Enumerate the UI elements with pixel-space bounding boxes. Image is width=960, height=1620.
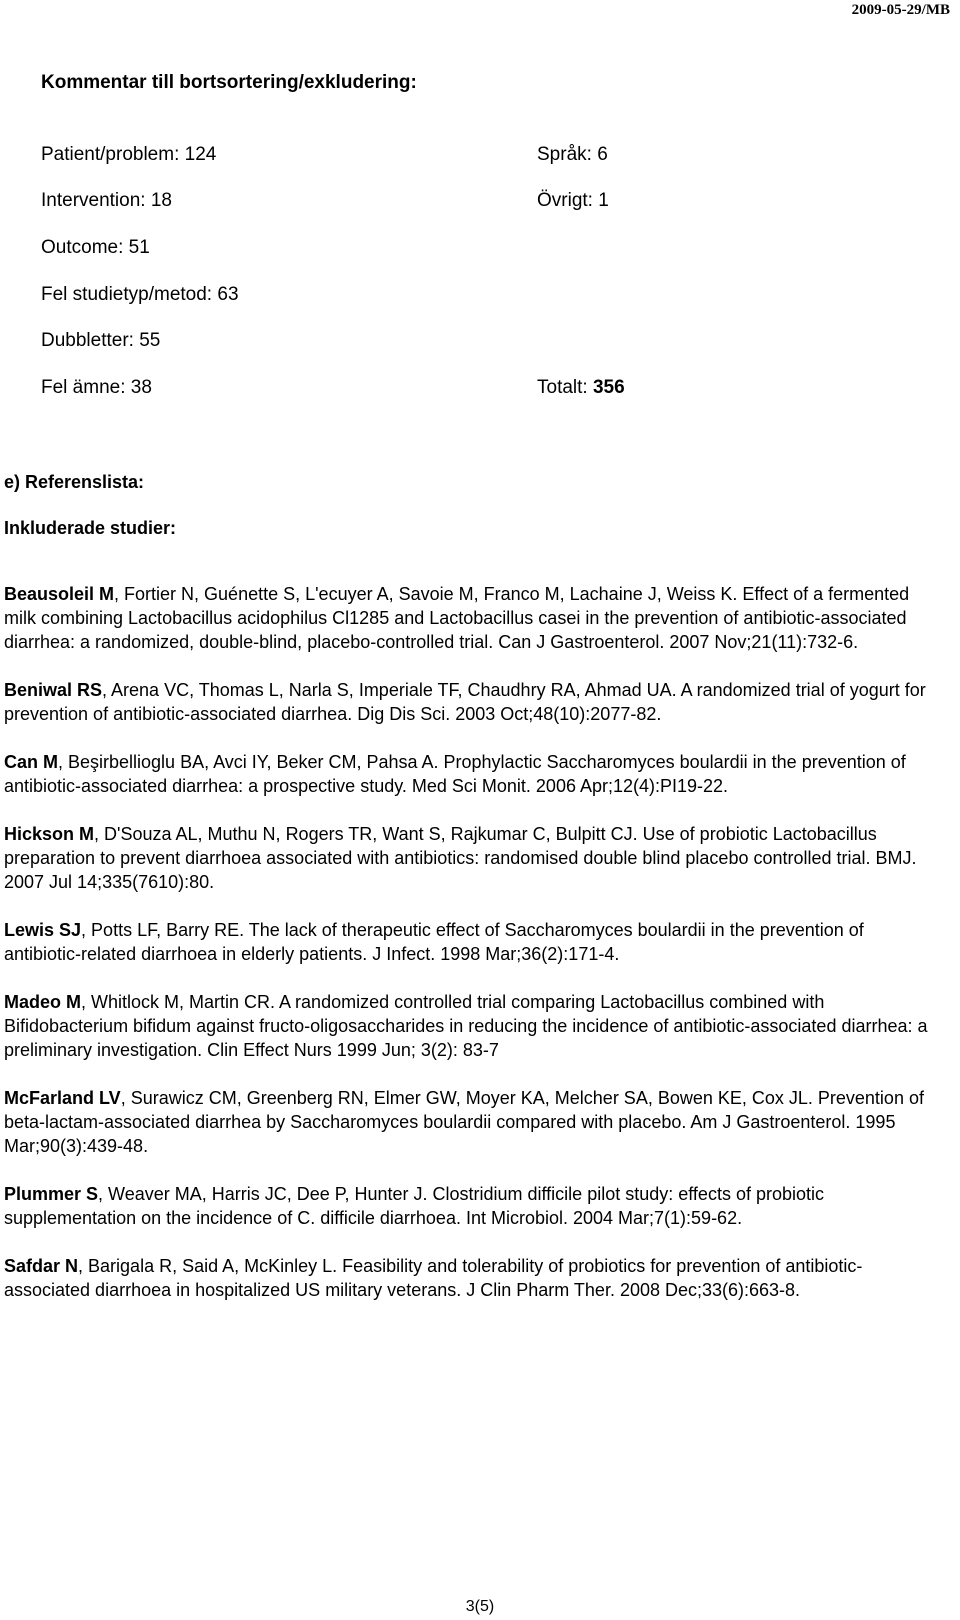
stat-value: 38: [130, 377, 152, 398]
reference-item: [4, 1182, 944, 1230]
stat-other: [537, 190, 609, 212]
reference-item: [4, 582, 944, 654]
stat-total: [537, 377, 625, 399]
reference-first-author: McFarland LV: [4, 1088, 121, 1108]
stat-label: Fel ämne:: [41, 377, 131, 398]
reference-item: [4, 918, 944, 966]
stat-label: Dubbletter:: [41, 330, 140, 351]
reference-list: [4, 582, 944, 1326]
stat-value: 51: [128, 237, 150, 258]
reference-list-heading: e) Referenslista:: [4, 472, 145, 492]
page-number: 3(5): [465, 1598, 495, 1615]
stat-label: Övrigt:: [537, 190, 599, 211]
reference-text: , Barigala R, Said A, McKinley L. Feasibility and tolerability of probiotics for prevention of antibiotic-associated diarrhoea in hospitalized US military veterans. J Clin Pharm Ther. 2008 Dec;33(6):663-8.: [4, 1256, 863, 1300]
reference-first-author: Safdar N: [4, 1256, 79, 1276]
stat-value: 6: [597, 144, 608, 165]
reference-text: , Arena VC, Thomas L, Narla S, Imperiale TF, Chaudhry RA, Ahmad UA. A randomized trial of yogurt for prevention of antibiotic-associated diarrhea. Dig Dis Sci. 2003 Oct;48(10):2077-82.: [4, 680, 926, 724]
stat-value: 1: [598, 190, 609, 211]
reference-text: , Potts LF, Barry RE. The lack of therapeutic effect of Saccharomyces boulardii in the prevention of antibiotic-related diarrhoea in elderly patients. J Infect. 1998 Mar;36(2):171-4.: [4, 920, 864, 964]
reference-first-author: Lewis SJ: [4, 920, 82, 940]
reference-item: [4, 1254, 944, 1302]
stat-value: 18: [150, 190, 172, 211]
stat-label: Outcome:: [41, 237, 129, 258]
reference-text: , D'Souza AL, Muthu N, Rogers TR, Want S, Rajkumar C, Bulpitt CJ. Use of probiotic Lactobacillus preparation to prevent diarrhoea associated with antibiotics: randomised double blind placebo controlled trial. BMJ. 2007 Jul 14;335(7610):80.: [4, 824, 917, 892]
reference-text: , Fortier N, Guénette S, L'ecuyer A, Savoie M, Franco M, Lachaine J, Weiss K. Effect of a fermented milk combining Lactobacillus acidophilus Cl1285 and Lactobacillus casei in the prevention of antibiotic-associated diarrhea: a randomized, double-blind, placebo-controlled trial. Can J Gastroenterol. 2007 Nov;21(11):732-6.: [4, 584, 910, 652]
stat-label: Totalt:: [537, 377, 593, 398]
reference-item: [4, 678, 944, 726]
reference-text: , Weaver MA, Harris JC, Dee P, Hunter J. Clostridium difficile pilot study: effects of probiotic supplementation on the incidence of C. difficile diarrhoea. Int Microbiol. 2004 Mar;7(1):59-62.: [4, 1184, 824, 1228]
stat-value: 55: [139, 330, 161, 351]
reference-text: , Surawicz CM, Greenberg RN, Elmer GW, Moyer KA, Melcher SA, Bowen KE, Cox JL. Prevention of beta-lactam-associated diarrhea by Saccharomyces boulardii compared with placebo. Am J Gastroenterol. 1995 Mar;90(3):439-48.: [4, 1088, 924, 1156]
stat-wrong-subject: [41, 377, 152, 399]
stat-intervention: [41, 190, 172, 212]
stat-outcome: [41, 237, 150, 259]
stat-wrong-study-type: [41, 284, 239, 306]
comment-heading: Kommentar till bortsortering/exkludering:: [41, 72, 417, 93]
stat-patient-problem: [41, 144, 216, 166]
reference-text: , Beşirbellioglu BA, Avci IY, Beker CM, Pahsa A. Prophylactic Saccharomyces boulardii in the prevention of antibiotic-associated diarrhea: a prospective study. Med Sci Monit. 2006 Apr;12(4):PI19-22.: [4, 752, 906, 796]
stat-value: 124: [184, 144, 217, 165]
stat-value: 356: [592, 377, 625, 398]
reference-first-author: Beausoleil M: [4, 584, 115, 604]
reference-first-author: Beniwal RS: [4, 680, 103, 700]
stat-label: Patient/problem:: [41, 144, 185, 165]
reference-item: [4, 1086, 944, 1158]
reference-item: [4, 990, 944, 1062]
reference-item: [4, 822, 944, 894]
reference-first-author: Plummer S: [4, 1184, 99, 1204]
reference-text: , Whitlock M, Martin CR. A randomized controlled trial comparing Lactobacillus combined with Bifidobacterium bifidum against fructo-oligosaccharides in reducing the incidence of antibiotic-associated diarrhea: a preliminary investigation. Clin Effect Nurs 1999 Jun; 3(2): 83-7: [4, 992, 928, 1060]
stat-value: 63: [217, 284, 239, 305]
reference-first-author: Madeo M: [4, 992, 82, 1012]
stat-label: Språk:: [537, 144, 598, 165]
document-date: 2009-05-29/MB: [851, 2, 950, 18]
stat-language: [537, 144, 608, 166]
stat-label: Intervention:: [41, 190, 151, 211]
reference-first-author: Can M: [4, 752, 58, 772]
included-studies-heading: Inkluderade studier:: [4, 518, 177, 538]
stat-duplicates: [41, 330, 160, 352]
reference-item: [4, 750, 944, 798]
stat-label: Fel studietyp/metod:: [41, 284, 218, 305]
reference-first-author: Hickson M: [4, 824, 95, 844]
